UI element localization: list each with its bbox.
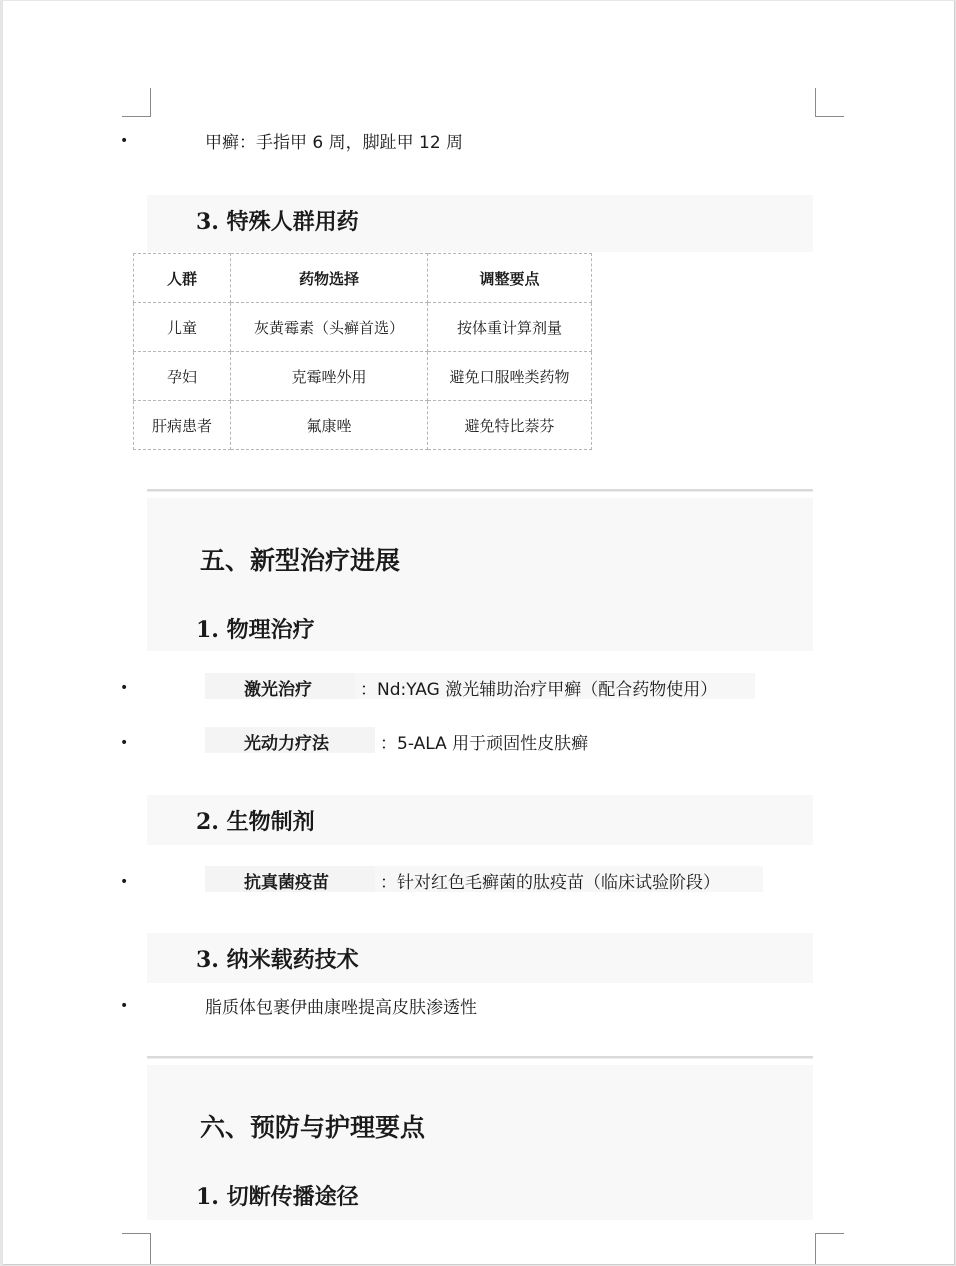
- table-cell: 灰黄霉素（头癣首选）: [231, 303, 428, 352]
- bullet-dot: •: [120, 133, 129, 149]
- bullet-dot: •: [120, 680, 129, 696]
- table-cell: 按体重计算剂量: [428, 303, 592, 352]
- crop-mark-bottom-left: [122, 1233, 151, 1264]
- section-heading-nano-delivery: 3. 纳米载药技术: [196, 947, 359, 973]
- nano-delivery-text: 脂质体包裹伊曲康唑提高皮肤渗透性: [205, 998, 477, 1018]
- table-cell: 避免特比萘芬: [428, 401, 592, 450]
- table-header-cell: 调整要点: [428, 254, 592, 303]
- list-item-onychomycosis: 甲癣：手指甲 6 周，脚趾甲 12 周: [205, 133, 464, 153]
- table-row: [134, 352, 592, 401]
- section-heading-special-populations: 3. 特殊人群用药: [196, 209, 359, 235]
- photodynamic-therapy-label: 光动力疗法: [244, 734, 329, 754]
- section-heading-cut-transmission: 1. 切断传播途径: [196, 1184, 359, 1210]
- bullet-dot: •: [120, 998, 129, 1014]
- bullet-dot: •: [120, 735, 129, 751]
- table-header-cell: 药物选择: [231, 254, 428, 303]
- table-cell: 氟康唑: [231, 401, 428, 450]
- table-row: [134, 401, 592, 450]
- photodynamic-therapy-text: ：5-ALA 用于顽固性皮肤癣: [380, 734, 589, 754]
- table-cell: 儿童: [134, 303, 231, 352]
- table-cell: 肝病患者: [134, 401, 231, 450]
- antifungal-vaccine-label: 抗真菌疫苗: [244, 873, 329, 893]
- horizontal-rule: [147, 1056, 813, 1059]
- table-header-cell: 人群: [134, 254, 231, 303]
- chapter-heading-new-treatments: 五、新型治疗进展: [200, 546, 401, 575]
- special-populations-table: [133, 253, 592, 450]
- laser-therapy-label: 激光治疗: [244, 680, 312, 700]
- section-heading-physical-therapy: 1. 物理治疗: [196, 617, 315, 643]
- crop-mark-bottom-right: [815, 1233, 844, 1264]
- horizontal-rule: [147, 489, 813, 492]
- table-cell: 克霉唑外用: [231, 352, 428, 401]
- laser-therapy-text: ：Nd:YAG 激光辅助治疗甲癣（配合药物使用）: [360, 680, 718, 700]
- antifungal-vaccine-text: ：针对红色毛癣菌的肽疫苗（临床试验阶段）: [380, 873, 720, 893]
- section-heading-biologics: 2. 生物制剂: [196, 809, 315, 835]
- table-row: [134, 303, 592, 352]
- table-header-row: [134, 254, 592, 303]
- bullet-dot: •: [120, 874, 129, 890]
- table-cell: 孕妇: [134, 352, 231, 401]
- crop-mark-top-left: [122, 88, 151, 117]
- chapter-heading-prevention-care: 六、预防与护理要点: [200, 1113, 426, 1142]
- crop-mark-top-right: [815, 88, 844, 117]
- table-cell: 避免口服唑类药物: [428, 352, 592, 401]
